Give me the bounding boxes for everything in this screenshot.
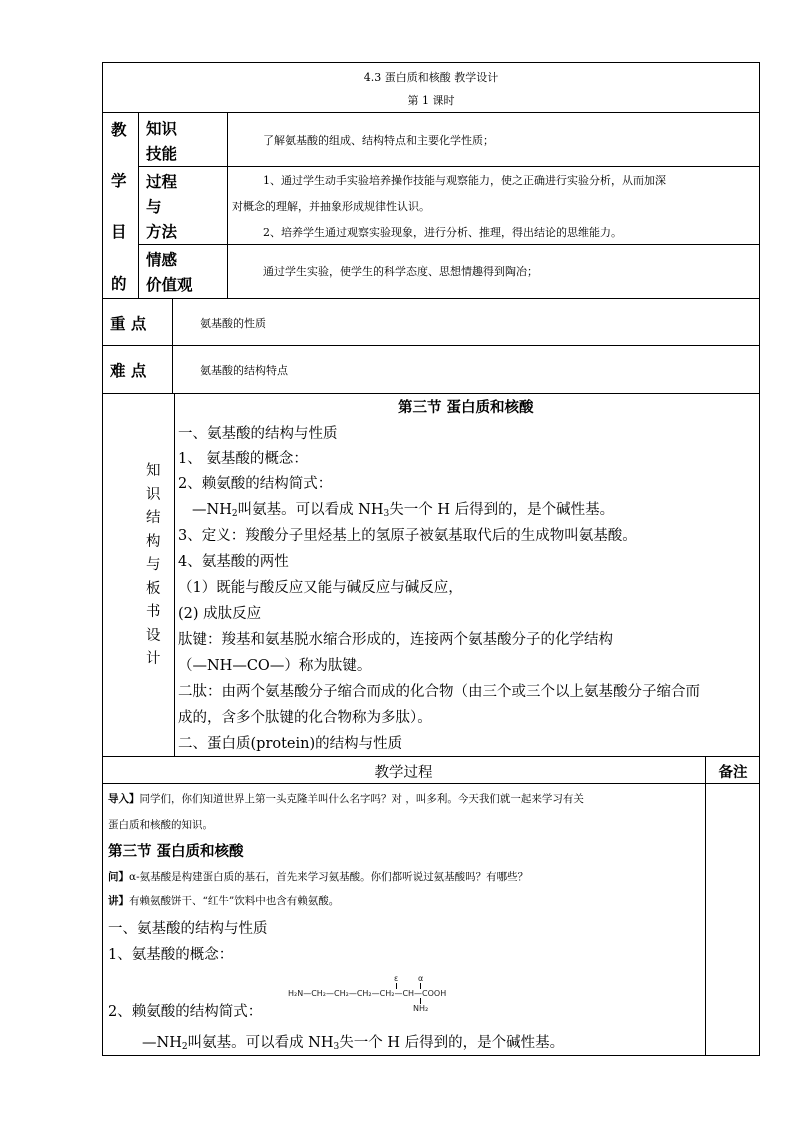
board-line: 4、氨基酸的两性 (178, 554, 289, 570)
objective-label-knowledge: 技能 (146, 144, 178, 163)
rule (102, 393, 760, 394)
board-line: 成的，含多个肽键的化合物称为多肽）。 (178, 710, 432, 726)
arrow-mark (420, 983, 421, 989)
objective-text: 了解氨基酸的组成、结构特点和主要化学性质； (263, 134, 494, 147)
arrow-mark (396, 983, 397, 989)
objective-text: 1、通过学生动手实验培养操作技能与观察能力，使之正确进行实验分析，从而加深 (263, 174, 666, 187)
board-line: 二肽：由两个氨基酸分子缩合而成的化合物（由三个或三个以上氨基酸分子缩合而 (178, 684, 700, 700)
board-label: 知 识 结 构 与 板 书 设 计 (146, 463, 161, 667)
rule (138, 244, 760, 245)
epsilon-label: ε (394, 974, 399, 983)
rule (227, 112, 228, 298)
process-header: 教学过程 (374, 765, 433, 781)
objective-text: 通过学生实验，使学生的科学态度、思想情趣得到陶冶； (263, 265, 538, 278)
lesson-plan-table (102, 62, 760, 1056)
alpha-label: α (418, 974, 424, 983)
document-title: 4.3 蛋白质和核酸 教学设计 (363, 71, 499, 84)
objective-label-affect: 价值观 (146, 275, 193, 294)
board-line: 2、赖氨酸的结构简式： (178, 476, 333, 492)
rule (102, 783, 760, 784)
rule (705, 756, 706, 1056)
amino-group: NH₂ (413, 1004, 429, 1013)
board-line: 肽键：羧基和氨基脱水缩合形成的，连接两个氨基酸分子的化学结构 (178, 632, 613, 648)
lesson-period: 第 1 课时 (407, 94, 455, 107)
objective-label-process: 与 (146, 197, 162, 216)
objective-text: 对概念的理解，并抽象形成规律性认识。 (232, 200, 430, 213)
intro-line: 导入】同学们，你们知道世界上第一头克隆羊叫什么名字吗？对 ，叫多利。今天我们就一起来学习有关 (108, 793, 584, 805)
board-line: 一、氨基酸的结构与性质 (178, 426, 338, 442)
objective-label-process: 过程 (146, 172, 178, 191)
key-point-text: 氨基酸的性质 (200, 317, 266, 330)
board-section-title: 第三节 蛋白质和核酸 (398, 399, 534, 416)
rule (174, 393, 175, 756)
objective-text: 2、培养学生通过观察实验现象，进行分析、推理，得出结论的思维能力。 (263, 226, 622, 239)
rule (102, 62, 760, 63)
rule (102, 1055, 760, 1056)
board-line: 1、 氨基酸的概念： (178, 451, 308, 467)
board-line: （1）既能与酸反应又能与碱反应与碱反应， (178, 580, 463, 596)
rule (102, 298, 760, 299)
process-line: 2、赖氨酸的结构简式： (108, 1004, 263, 1020)
lysine-structure: H₂N—CH₂—CH₂—CH₂—CH₂—CH—COOH (288, 989, 447, 998)
objective-label-knowledge: 知识 (146, 119, 178, 138)
rule (172, 298, 173, 393)
objectives-label-char: 的 (111, 274, 127, 293)
board-line: $—NH_2$叫氨基。可以看成 $NH_3$失一个 H 后得到的，是个碱性基。 (192, 502, 615, 519)
rule (102, 112, 760, 113)
rule (102, 756, 760, 757)
rule (138, 166, 760, 167)
board-line: 二、蛋白质(protein)的结构与性质 (178, 736, 403, 752)
remark-header: 备注 (718, 764, 748, 781)
rule (102, 62, 103, 1056)
explain-line: 讲】有赖氨酸饼干、“红牛”饮料中也含有赖氨酸。 (108, 895, 340, 907)
objectives-label-char: 学 (111, 171, 127, 190)
board-line: (2) 成肽反应 (178, 606, 262, 622)
board-line: （—NH—CO—）称为肽键。 (178, 658, 372, 674)
difficulty-text: 氨基酸的结构特点 (200, 364, 288, 377)
intro-line: 蛋白质和核酸的知识。 (108, 819, 213, 831)
objective-label-process: 方法 (146, 222, 178, 241)
process-section-title: 第三节 蛋白质和核酸 (108, 843, 244, 860)
rule (759, 62, 760, 1056)
rule (102, 345, 760, 346)
rule (138, 112, 139, 298)
objectives-label-char: 目 (111, 222, 127, 241)
objective-label-affect: 情感 (146, 250, 178, 269)
key-point-label: 重 点 (110, 314, 147, 333)
board-line: 3、定义：羧酸分子里烃基上的氢原子被氨基取代后的生成物叫氨基酸。 (178, 528, 637, 544)
difficulty-label: 难 点 (110, 361, 147, 380)
question-line: 问】α-氨基酸是构建蛋白质的基石，首先来学习氨基酸。你们都听说过氨基酸吗？有哪些？ (108, 871, 529, 883)
objectives-label-char: 教 (111, 120, 127, 139)
process-line: 一、氨基酸的结构与性质 (108, 921, 268, 937)
process-line: 1、氨基酸的概念： (108, 947, 234, 963)
process-line: $—NH_2$叫氨基。可以看成 $NH_3$失一个 H 后得到的，是个碱性基。 (142, 1035, 565, 1052)
